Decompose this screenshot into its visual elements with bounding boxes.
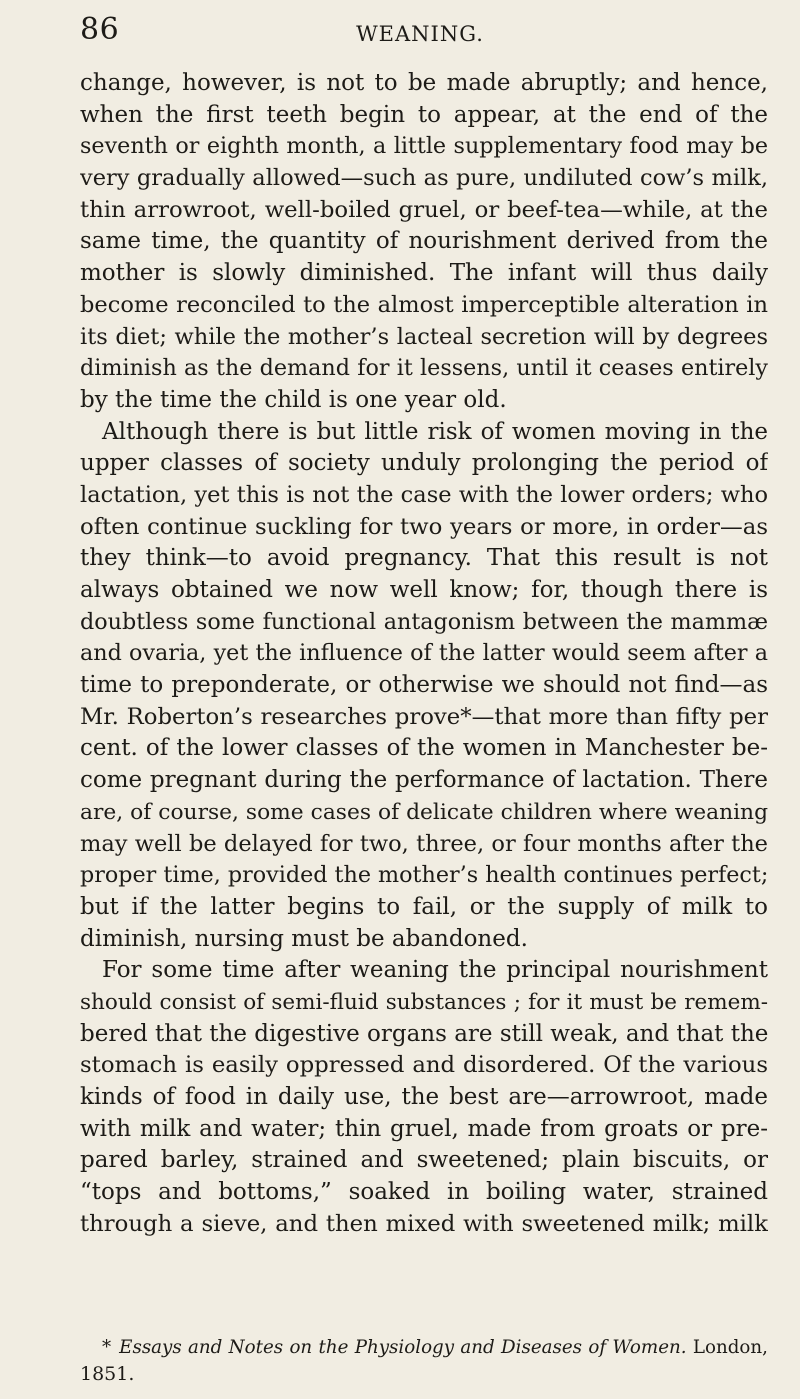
text-line: become reconciled to the almost imperceptible alteration in: [80, 291, 768, 318]
text-line: Mr. Roberton’s researches prove*—that more than fifty per: [80, 703, 768, 730]
text-line: doubtless some functional antagonism between the mammæ: [80, 608, 768, 635]
text-line: seventh or eighth month, a little supplementary food may be: [80, 133, 768, 160]
text-line: may well be delayed for two, three, or four months after the: [80, 830, 768, 857]
text-line: and ovaria, yet the influence of the latter would seem after a: [80, 640, 768, 667]
text-line: Although there is but little risk of women moving in the: [102, 418, 768, 445]
text-line: cent. of the lower classes of the women in Manchester be-: [80, 735, 768, 762]
footnote-year: 1851.: [80, 1363, 135, 1385]
text-line: thin arrowroot, well-boiled gruel, or beef-tea—while, at the: [80, 196, 768, 223]
body-text: [80, 68, 768, 1240]
text-line: change, however, is not to be made abruptly; and hence,: [80, 70, 768, 96]
text-line: stomach is easily oppressed and disordered. Of the various: [80, 1052, 768, 1079]
text-line: diminish, nursing must be abandoned.: [80, 925, 528, 952]
text-line: through a sieve, and then mixed with sweetened milk; milk: [80, 1210, 768, 1237]
running-title: WEANING.: [356, 22, 484, 46]
text-line: when the first teeth begin to appear, at the end of the: [80, 101, 768, 128]
text-line: but if the latter begins to fail, or the supply of milk to: [80, 893, 768, 920]
text-line: kinds of food in daily use, the best are—arrowroot, made: [80, 1084, 768, 1110]
text-line: come pregnant during the performance of lactation. There: [80, 767, 768, 794]
text-line: diminish as the demand for it lessens, until it ceases entirely: [80, 355, 768, 382]
text-line: very gradually allowed—such as pure, undiluted cow’s milk,: [80, 165, 768, 192]
text-line: often continue suckling for two years or more, in order—as: [80, 513, 768, 540]
text-line: they think—to avoid pregnancy. That this result is not: [80, 545, 768, 572]
page-number: 86: [80, 12, 120, 47]
footnote-title: Essays and Notes on the Physiology and Diseases of Women.: [119, 1337, 687, 1358]
text-line: bered that the digestive organs are still weak, and that the: [80, 1020, 768, 1047]
text-line: For some time after weaning the principal nourishment: [102, 957, 768, 984]
text-line: pared barley, strained and sweetened; plain biscuits, or: [80, 1147, 768, 1174]
footnote: [80, 1335, 768, 1387]
footnote-place: London,: [692, 1337, 768, 1358]
running-head: [80, 12, 760, 52]
footnote-line: [80, 1335, 768, 1361]
text-line: same time, the quantity of nourishment derived from the: [80, 228, 768, 255]
text-line: proper time, provided the mother’s health continues perfect;: [80, 862, 768, 889]
footnote-marker: *: [102, 1337, 112, 1358]
text-line: always obtained we now well know; for, though there is: [80, 577, 768, 603]
text-line: are, of course, some cases of delicate children where weaning: [80, 799, 768, 825]
text-line: lactation, yet this is not the case with the lower orders; who: [80, 481, 768, 508]
text-line: time to preponderate, or otherwise we should not find—as: [80, 672, 768, 699]
text-line: its diet; while the mother’s lacteal secretion will by degrees: [80, 323, 768, 350]
text-line: mother is slowly diminished. The infant will thus daily: [80, 260, 768, 287]
text-line: with milk and water; thin gruel, made from groats or pre-: [80, 1115, 768, 1142]
text-line: upper classes of society unduly prolonging the period of: [80, 450, 768, 477]
text-line: by the time the child is one year old.: [80, 386, 507, 413]
text-line: should consist of semi-fluid substances ; for it must be remem-: [80, 989, 768, 1015]
text-line: “tops and bottoms,” soaked in boiling water, strained: [80, 1179, 768, 1206]
